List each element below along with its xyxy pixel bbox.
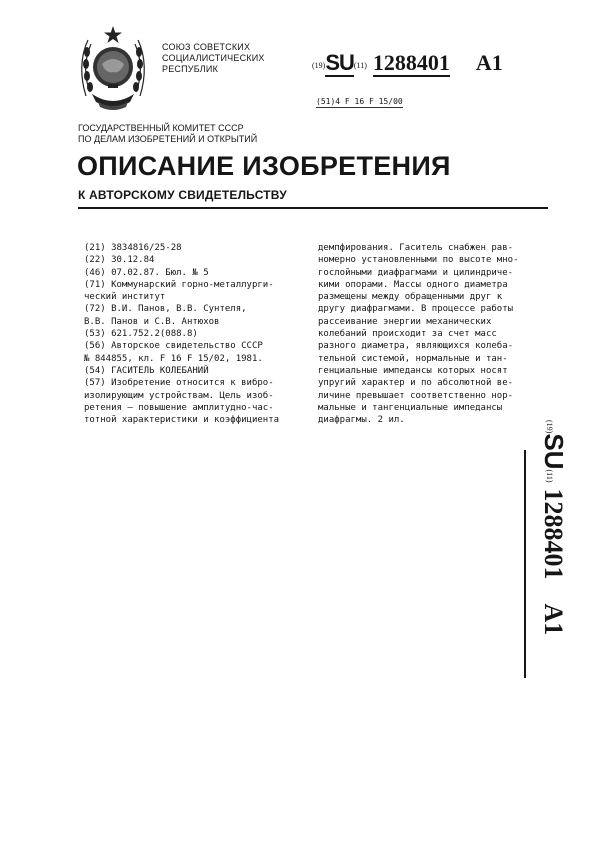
side-divider [524, 450, 526, 678]
abstract-line: гослойными диафрагмами и цилиндриче- [318, 267, 514, 278]
divider [78, 207, 548, 209]
biblio-line: (57) Изобретение относится к вибро- [84, 378, 274, 389]
number-code-label: (11) [353, 61, 367, 70]
side-document-kind: A1 [539, 603, 568, 636]
ussr-emblem-icon [78, 22, 148, 112]
abstract-line: размещены между обращенными друг к [318, 292, 503, 303]
abstract-column [318, 242, 550, 426]
country-code-label: (19) [312, 61, 326, 70]
side-country-code-label: (19) [545, 420, 554, 434]
abstract-line: мальные и тангенциальные импедансы [318, 402, 503, 413]
abstract-line: номерно установленными по высоте мно- [318, 255, 519, 266]
abstract-line: генциальные импедансы которых носят [318, 365, 508, 376]
side-country-code: SU [539, 433, 569, 470]
abstract-line: другу диафрагмами. В процессе работы [318, 304, 514, 315]
biblio-line: (21) 3834816/25-28 [84, 243, 182, 253]
biblio-line: изолирующим устройствам. Цель изоб- [84, 390, 274, 401]
side-publication-number [529, 420, 569, 690]
biblio-line: (46) 07.02.87. Бюл. № 5 [84, 267, 209, 278]
committee-line: ПО ДЕЛАМ ИЗОБРЕТЕНИЙ И ОТКРЫТИЙ [78, 134, 258, 144]
biblio-line: (71) Коммунарский горно-металлурги- [84, 279, 274, 290]
abstract-line: тельной системой, нормальные и тан- [318, 353, 508, 364]
country-line: РЕСПУБЛИК [162, 64, 219, 74]
document-subtitle: К АВТОРСКОМУ СВИДЕТЕЛЬСТВУ [78, 188, 287, 202]
biblio-line: (22) 30.12.84 [84, 255, 155, 266]
country-code: SU [325, 50, 354, 75]
abstract-line: рассеивание энергии механических [318, 316, 492, 327]
country-name [162, 42, 265, 75]
abstract-line: кими опорами. Массы одного диаметра [318, 279, 508, 290]
biblio-line: (53) 621.752.2(088.8) [84, 329, 198, 340]
abstract-line: демпфирования. Гаситель снабжен рав- [318, 243, 514, 253]
biblio-line: ческий институт [84, 292, 166, 303]
abstract-line: упругий характер и по абсолютной ве- [318, 378, 514, 389]
side-patent-number: 1288401 [539, 488, 568, 580]
biblio-line: № 844855, кл. F 16 F 15/02, 1981. [84, 353, 263, 364]
country-line: СОЦИАЛИСТИЧЕСКИХ [162, 53, 265, 63]
biblio-line: (56) Авторское свидетельство СССР [84, 341, 263, 352]
ipc-classification: (51)4 F 16 F 15/00 [316, 97, 403, 106]
patent-number: 1288401 [372, 50, 450, 75]
biblio-line: (54) ГАСИТЕЛЬ КОЛЕБАНИЙ [84, 365, 209, 376]
committee-name [78, 123, 257, 145]
document-kind: A1 [475, 50, 503, 75]
biblio-line: (72) В.И. Панов, В.В. Сунтеля, [84, 304, 247, 315]
biblio-line: В.В. Панов и С.В. Антюхов [84, 316, 220, 327]
document-title: ОПИСАНИЕ ИЗОБРЕТЕНИЯ [77, 151, 451, 181]
abstract-line: диафрагмы. 2 ил. [318, 415, 405, 426]
bibliographic-column [84, 242, 304, 426]
biblio-line: тотной характеристики и коэффициента [84, 415, 280, 426]
abstract-line: разного диаметра, являющихся колеба- [318, 341, 514, 352]
biblio-line: ретения – повышение амплитудно-час- [84, 402, 274, 413]
side-number-code-label: (11) [545, 469, 554, 483]
publication-number [312, 50, 503, 76]
abstract-line: личине превышает соответственно нор- [318, 390, 514, 401]
committee-line: ГОСУДАРСТВЕННЫЙ КОМИТЕТ СССР [78, 123, 244, 133]
abstract-line: колебаний происходит за счет масс [318, 329, 497, 340]
country-line: СОЮЗ СОВЕТСКИХ [162, 42, 251, 52]
